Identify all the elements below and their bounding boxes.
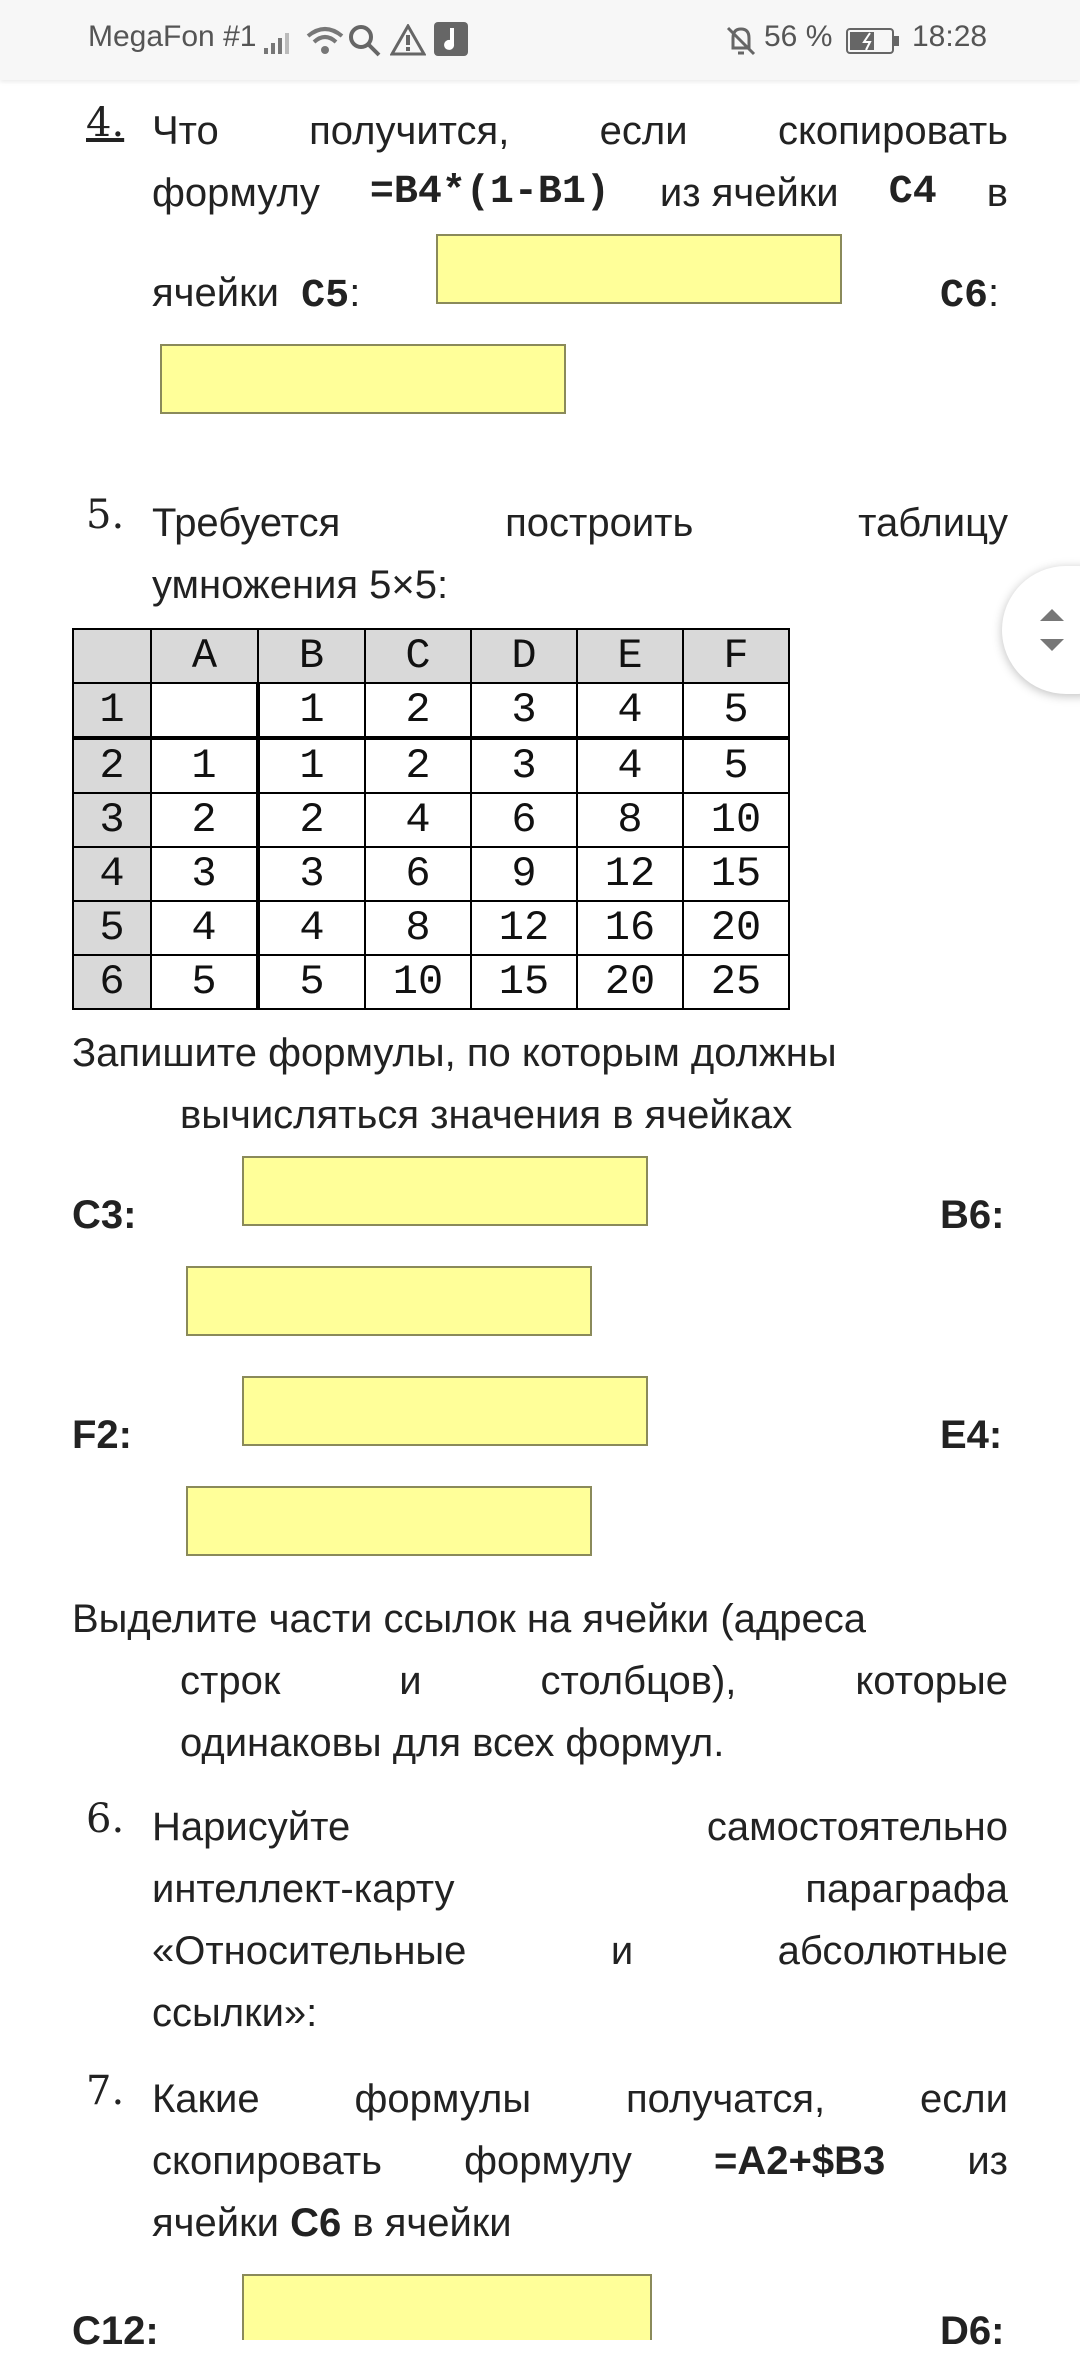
cell-label-c12: C12: [72,2309,159,2353]
table-row [73,683,789,738]
word: самостоятельно [706,1805,1008,1849]
table-row [73,955,789,1009]
table-cell: 12 [471,901,577,955]
task4-cells-label [152,262,360,328]
table-cell: 3 [471,683,577,738]
table-cell: 3 [258,847,365,901]
word: если [599,109,688,153]
status-bar [0,0,1080,80]
task7-line2 [152,2130,1008,2192]
task6-number: 6. [86,1796,125,1842]
scroll-navigation-button[interactable] [1002,566,1080,694]
table-cell: 2 [151,793,258,847]
table-cell: 2 [258,793,365,847]
table-cell: 3 [151,847,258,901]
word: если [920,2077,1008,2121]
cell-label-c3: C3: [72,1193,137,1237]
word: в [986,171,1008,215]
column-header: E [577,629,683,683]
table-row [73,738,789,793]
multiplication-table [72,628,790,1010]
task5-prompt-line2: вычисляться значения в ячейках [180,1093,793,1137]
table-cell: 25 [683,955,789,1009]
highlight-line1: Выделите части ссылок на ячейки (адреса [72,1597,867,1641]
column-header: F [683,629,789,683]
table-cell: 4 [151,901,258,955]
column-header: A [151,629,258,683]
word: ячейки [152,271,279,315]
table-cell: 8 [577,793,683,847]
task6-line1 [152,1796,1008,1858]
task6-line3 [152,1920,1008,1982]
task7-line3 [152,2192,512,2254]
column-header: B [258,629,365,683]
word: и [610,1929,634,1973]
word: Какие [152,2077,260,2121]
cell-label-f2: F2: [72,1413,132,1457]
cell-ref: C6 [940,274,989,319]
table-cell: 5 [683,683,789,738]
word: «Относительные [152,1929,467,1973]
table-cell: 1 [258,738,365,793]
cell-label-e4: E4: [940,1413,1003,1457]
word: ячейки [152,2201,279,2245]
word: скопировать [152,2139,383,2183]
task5-line2: умножения 5×5: [152,563,449,607]
table-cell: 5 [258,955,365,1009]
table-cell: 16 [577,901,683,955]
task4-c6-label [940,262,999,328]
word: Что [152,109,219,153]
table-cell: 5 [683,738,789,793]
chevron-up-icon [1040,609,1064,621]
answer-field-c6[interactable] [160,344,566,414]
word: из ячейки [659,171,839,215]
table-cell: 10 [683,793,789,847]
task6-line4: ссылки»: [152,1991,318,2035]
chevron-down-icon [1040,639,1064,651]
table-cell: 1 [151,738,258,793]
table-cell: 9 [471,847,577,901]
task5-line1 [152,492,1008,554]
word: формулы [354,2077,532,2121]
row-header: 1 [73,683,151,738]
highlight-line3: одинаковы для всех формул. [180,1721,725,1765]
row-header: 3 [73,793,151,847]
formula-text: =A2+$B3 [714,2139,886,2183]
task4-line2 [152,162,1008,224]
column-header: C [365,629,471,683]
word: из [967,2139,1008,2183]
table-row [73,793,789,847]
word: которые [855,1659,1008,1703]
table-cell [151,683,258,738]
cell-ref: C6 [290,2201,342,2245]
answer-field-b6[interactable] [186,1266,592,1336]
search-icon [348,24,382,58]
formula-text: =B4*(1-B1) [369,170,610,215]
word: абсолютные [777,1929,1008,1973]
cell-ref: C5 [301,274,350,319]
table-cell: 4 [577,683,683,738]
table-cell: 20 [683,901,789,955]
cell-ref: C4 [888,170,937,215]
row-header: 5 [73,901,151,955]
word: в ячейки [352,2201,512,2245]
row-header: 6 [73,955,151,1009]
table-cell: 12 [577,847,683,901]
table-cell: 4 [577,738,683,793]
clock: 18:28 [912,20,988,53]
answer-field-f2[interactable] [242,1376,648,1446]
table-cell: 15 [683,847,789,901]
table-cell: 2 [365,738,471,793]
answer-field-c3[interactable] [242,1156,648,1226]
word: формулу [152,171,320,215]
word: получится, [309,109,510,153]
word: формулу [464,2139,632,2183]
answer-field-c12[interactable] [242,2274,652,2340]
carrier-label: MegaFon #1 [88,20,257,53]
battery-percent: 56 % [764,20,833,53]
signal-icon [262,28,296,56]
wifi-icon [306,24,344,56]
table-cell: 4 [258,901,365,955]
task5-number: 5. [86,492,125,538]
table-cell: 20 [577,955,683,1009]
table-cell: 6 [365,847,471,901]
colon: : [349,271,361,315]
table-row [73,901,789,955]
table-cell: 6 [471,793,577,847]
word: получатся, [625,2077,826,2121]
table-cell: 1 [258,683,365,738]
task7-line1 [152,2068,1008,2130]
word: столбцов), [540,1659,737,1703]
task4-line1 [152,100,1008,162]
word: строк [180,1659,281,1703]
word: Нарисуйте [152,1805,351,1849]
task4-number: 4. [86,100,125,146]
table-cell: 10 [365,955,471,1009]
table-cell: 15 [471,955,577,1009]
music-icon [434,22,468,56]
cell-label-d6: D6: [940,2309,1005,2353]
table-cell: 4 [365,793,471,847]
word: Требуется [152,501,341,545]
word: скопировать [777,109,1008,153]
word: параграфа [805,1867,1008,1911]
table-row [73,847,789,901]
word: интеллект-карту [152,1867,455,1911]
colon: : [988,271,1000,315]
column-header: D [471,629,577,683]
task5-prompt-line1: Запишите формулы, по которым должны [72,1031,837,1075]
answer-field-c5[interactable] [436,234,842,304]
row-header: 4 [73,847,151,901]
warning-icon [390,24,426,56]
word: построить [505,501,694,545]
table-cell: 2 [365,683,471,738]
table-cell: 5 [151,955,258,1009]
battery-icon [846,28,900,54]
cell-label-b6: B6: [940,1193,1005,1237]
answer-field-e4[interactable] [186,1486,592,1556]
table-cell: 3 [471,738,577,793]
table-header-row [73,629,789,683]
corner-cell [73,629,151,683]
row-header: 2 [73,738,151,793]
highlight-line2 [180,1650,1008,1712]
task6-line2 [152,1858,1008,1920]
word: таблицу [858,501,1008,545]
word: и [399,1659,422,1703]
mute-bell-icon [724,24,758,58]
table-cell: 8 [365,901,471,955]
task7-number: 7. [86,2068,125,2114]
